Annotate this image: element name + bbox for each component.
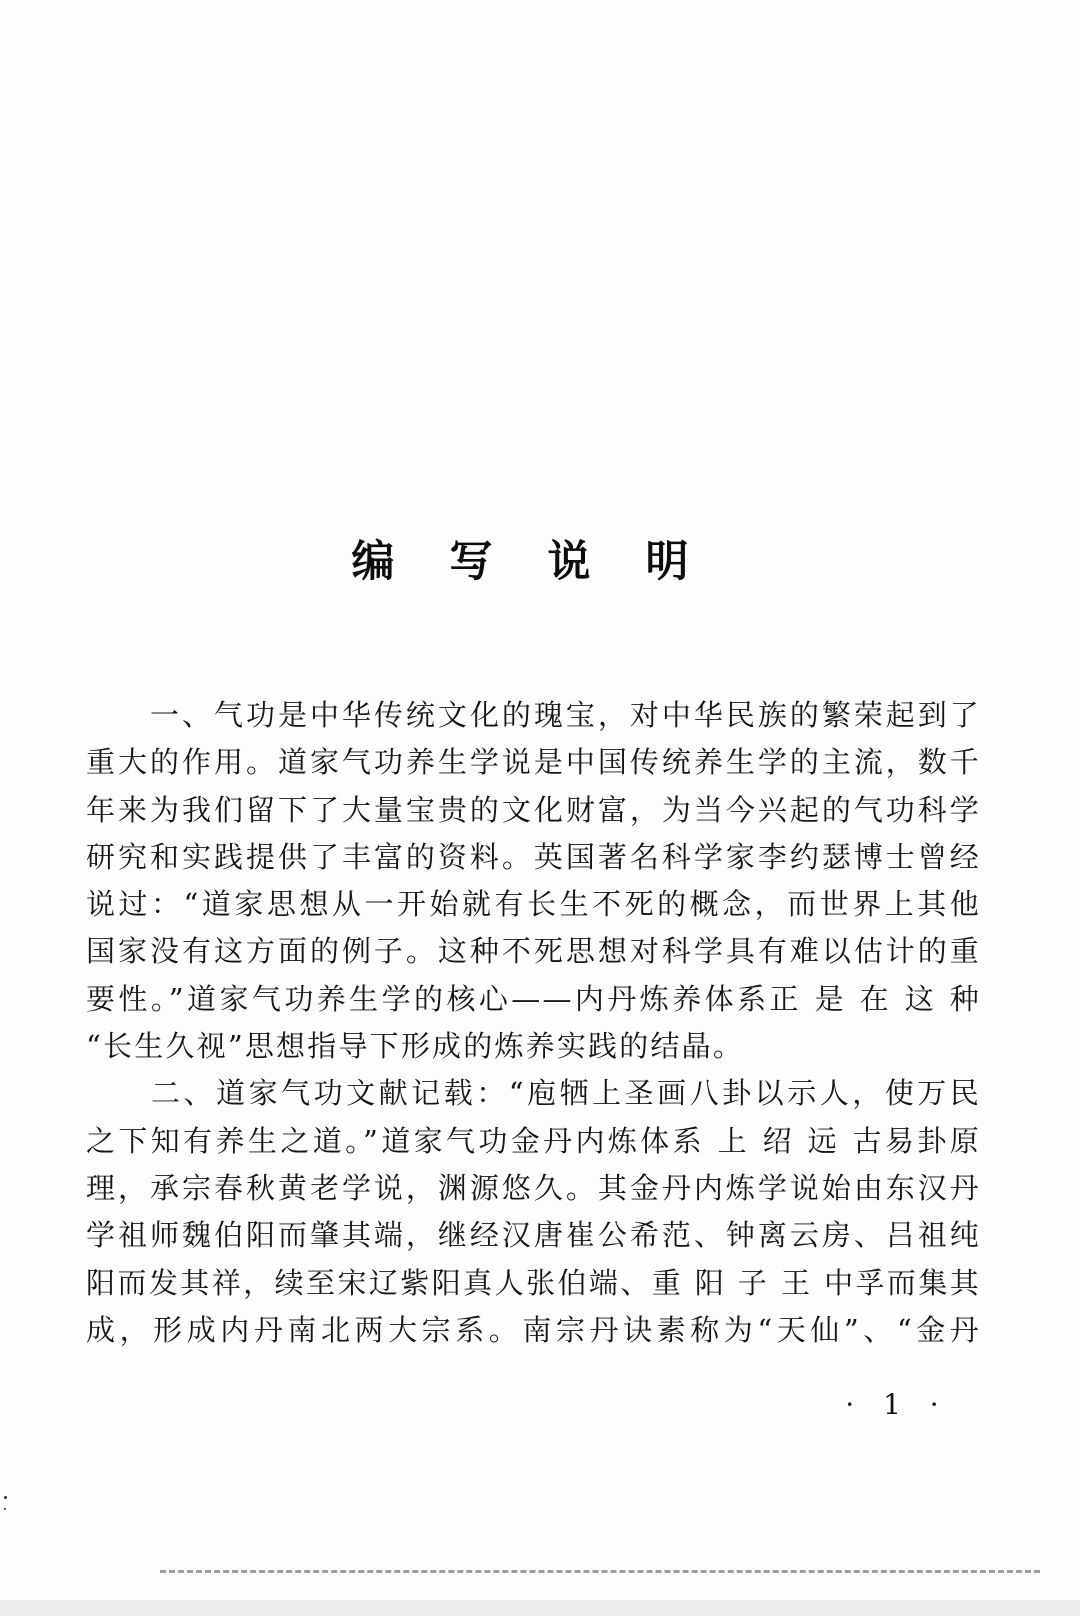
text-line: 成，形成内丹南北两大宗系。南宗丹诀素称为“天仙”、“金丹 <box>86 1312 981 1347</box>
viewer-bottom-strip <box>0 1600 1080 1616</box>
page-title: 编 写 说 明 <box>351 537 709 587</box>
text-line: 一、气功是中华传统文化的瑰宝，对中华民族的繁荣起到了 <box>86 698 981 732</box>
text-line: 研究和实践提供了丰富的资料。英国著名科学家李约瑟博士曾经 <box>86 839 981 874</box>
scan-speck <box>4 1508 6 1510</box>
scan-edge-line <box>160 1570 1040 1573</box>
body-text <box>86 692 981 1354</box>
text-line: 二、道家气功文献记载：“庖牺上圣画八卦以示人，使万民 <box>86 1076 981 1111</box>
text-line: 国家没有这方面的例子。这种不死思想对科学具有难以估计的重 <box>86 934 981 969</box>
text-line: 之下知有养生之道。”道家气功金丹内炼体系 上 绍 远 古易卦原 <box>86 1123 981 1158</box>
text-line: 说过：“道家思想从一开始就有长生不死的概念，而世界上其他 <box>86 887 981 922</box>
text-line: 重大的作用。道家气功养生学说是中国传统养生学的主流，数千 <box>86 745 981 780</box>
text-line: 理，承宗春秋黄老学说，渊源悠久。其金丹内炼学说始由东汉丹 <box>86 1170 981 1205</box>
text-line: “长生久视”思想指导下形成的炼养实践的结晶。 <box>86 1029 745 1064</box>
text-line: 要性。”道家气功养生学的核心——内丹炼养体系正 是 在 这 种 <box>86 981 981 1016</box>
page-number: · 1 · <box>845 1388 949 1421</box>
text-line: 学祖师魏伯阳而肇其端，继经汉唐崔公希范、钟离云房、吕祖纯 <box>86 1218 981 1253</box>
text-line: 年来为我们留下了大量宝贵的文化财富，为当今兴起的气功科学 <box>86 792 981 827</box>
scan-speck <box>4 1496 7 1499</box>
text-line: 阳而发其祥，续至宋辽紫阳真人张伯端、重 阳 子 王 中孚而集其 <box>86 1265 981 1300</box>
